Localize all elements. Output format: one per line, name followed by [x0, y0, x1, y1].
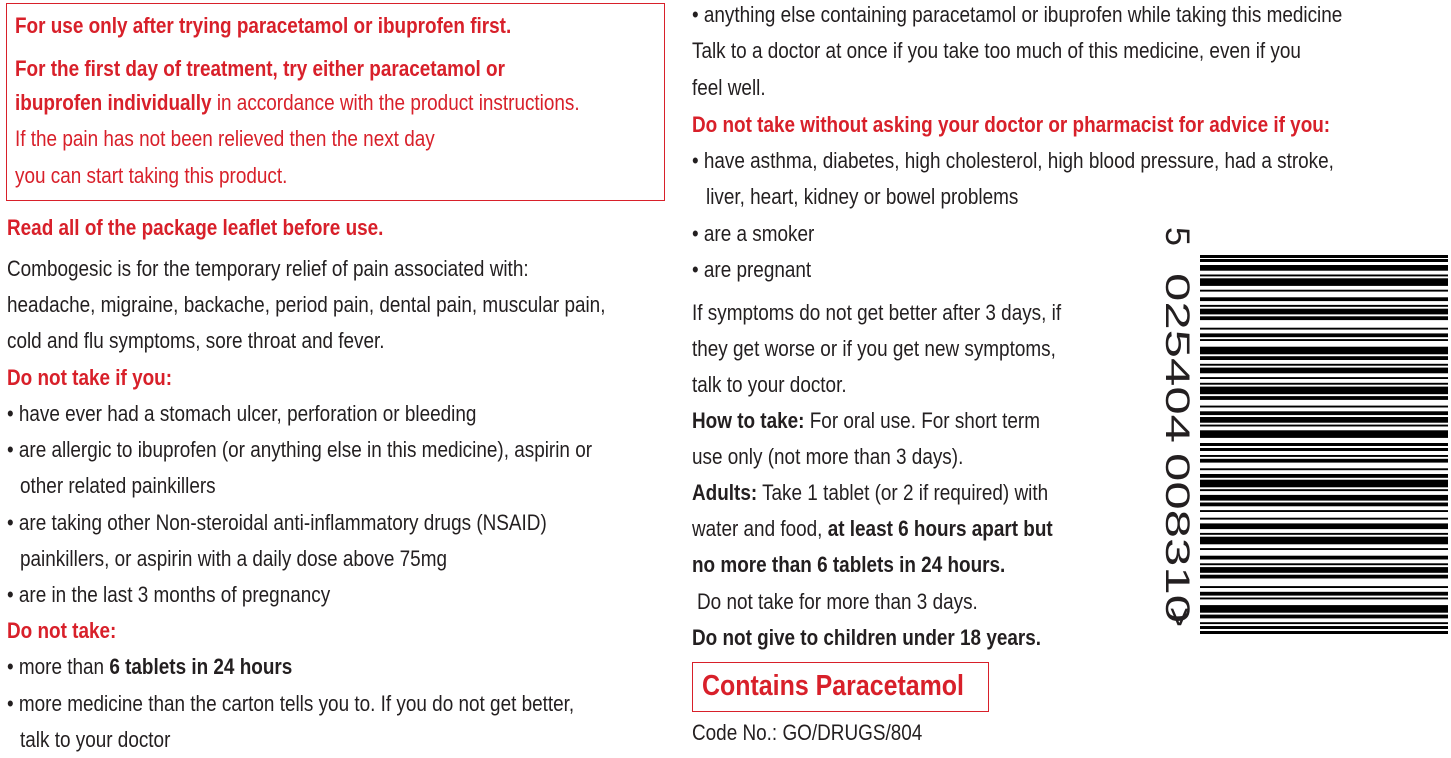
barcode-bar	[1200, 537, 1448, 545]
barcode-bar	[1200, 605, 1448, 613]
barcode-bar	[1200, 510, 1448, 512]
barcode-bar	[1200, 615, 1448, 619]
warning-line-3	[15, 85, 580, 121]
list-item: • are a smoker	[692, 221, 815, 246]
list-item-continuation: painkillers, or aspirin with a daily dose above 75mg	[20, 546, 447, 571]
barcode-end-mark: >	[1160, 607, 1198, 627]
barcode	[1150, 215, 1451, 635]
intro-line-1: Combogesic is for the temporary relief of pain associated with:	[7, 256, 529, 281]
symptoms-line-1: If symptoms do not get better after 3 days, if	[692, 300, 1062, 325]
barcode-guard-bar	[1200, 259, 1448, 262]
ask-doctor-heading: Do not take without asking your doctor or pharmacist for advice if you:	[692, 112, 1331, 137]
barcode-bar	[1200, 495, 1448, 501]
barcode-guard-bar	[1200, 631, 1448, 634]
code-number: Code No.: GO/DRUGS/804	[692, 720, 923, 745]
list-item: • have asthma, diabetes, high cholesterol, high blood pressure, had a stroke,	[692, 148, 1334, 173]
list-item: • have ever had a stomach ulcer, perforation or bleeding	[7, 401, 477, 426]
barcode-bar	[1200, 592, 1448, 596]
barcode-bar	[1200, 364, 1448, 366]
barcode-bar	[1200, 503, 1448, 507]
warning-line-4: If the pain has not been relieved then the next day	[15, 126, 435, 151]
barcode-bar	[1200, 265, 1448, 271]
barcode-guard-bar	[1200, 443, 1448, 446]
barcode-guard-bar	[1200, 255, 1448, 258]
warning-line-3-rest: in accordance with the product instructions.	[211, 90, 580, 115]
barcode-bar	[1200, 309, 1448, 315]
contains-paracetamol: Contains Paracetamol	[702, 670, 964, 702]
barcode-bar	[1200, 563, 1448, 565]
barcode-bar	[1200, 455, 1448, 457]
barcode-bar	[1200, 474, 1448, 478]
list-item: • are pregnant	[692, 257, 812, 282]
warning-line-2: For the first day of treatment, try either paracetamol or	[15, 56, 505, 81]
barcode-bar	[1200, 518, 1448, 520]
barcode-bar	[1200, 586, 1448, 588]
barcode-bar	[1200, 387, 1448, 395]
adults-bold: at least 6 hours apart but	[827, 516, 1053, 541]
barcode-bar	[1200, 333, 1448, 337]
adults-line-1	[692, 475, 1048, 511]
adults-text: Take 1 tablet (or 2 if required) with	[757, 480, 1049, 505]
list-item: • anything else containing paracetamol or ibuprofen while taking this medicine	[692, 2, 1343, 27]
intro-line-2: headache, migraine, backache, period pain, dental pain, muscular pain,	[7, 292, 606, 317]
adults-line-3: no more than 6 tablets in 24 hours.	[692, 552, 1006, 577]
overdose-line-2: feel well.	[692, 75, 766, 100]
barcode-bar	[1200, 468, 1448, 470]
barcode-bar	[1200, 305, 1448, 307]
barcode-bar	[1200, 622, 1448, 624]
list-item: • are allergic to ibuprofen (or anything else in this medicine), aspirin or	[7, 437, 593, 462]
barcode-bar	[1200, 356, 1448, 360]
barcode-bar	[1200, 328, 1448, 330]
list-item-continuation: talk to your doctor	[20, 727, 171, 752]
list-item: • are in the last 3 months of pregnancy	[7, 582, 331, 607]
barcode-bar	[1200, 598, 1448, 600]
barcode-bar	[1200, 556, 1448, 560]
warning-line-3-bold: ibuprofen individually	[15, 90, 212, 115]
barcode-bar	[1200, 396, 1448, 400]
adults-text: water and food,	[692, 516, 828, 541]
symptoms-line-3: talk to your doctor.	[692, 372, 847, 397]
barcode-bar	[1200, 297, 1448, 301]
do-not-take-heading: Do not take:	[7, 618, 117, 643]
barcode-bar	[1200, 411, 1448, 415]
how-to-take-text: For oral use. For short term	[804, 408, 1041, 433]
barcode-bar	[1200, 316, 1448, 320]
barcode-bar	[1200, 275, 1448, 277]
barcode-guard-bar	[1200, 626, 1448, 629]
list-item-continuation: liver, heart, kidney or bowel problems	[706, 184, 1019, 209]
adults-line-4: Do not take for more than 3 days.	[697, 589, 978, 614]
item-text: • more than	[7, 654, 110, 679]
list-item: • more medicine than the carton tells you to. If you do not get better,	[7, 691, 575, 716]
barcode-digits-group-1: 025404	[1158, 273, 1196, 387]
barcode-guard-bar	[1200, 448, 1448, 451]
barcode-bar	[1200, 339, 1448, 341]
barcode-bar	[1200, 425, 1448, 427]
symptoms-line-2: they get worse or if you get new symptoms,	[692, 336, 1056, 361]
barcode-graphic	[1150, 215, 1451, 635]
barcode-bar	[1200, 417, 1448, 423]
do-not-take-if-heading: Do not take if you:	[7, 365, 173, 390]
barcode-bar	[1200, 575, 1448, 579]
how-to-take-label: How to take:	[692, 408, 805, 433]
barcode-bar	[1200, 459, 1448, 463]
list-item	[7, 649, 292, 685]
barcode-bar	[1200, 377, 1448, 379]
barcode-digit-first: 5	[1158, 227, 1196, 246]
barcode-bar	[1200, 567, 1448, 573]
list-item: • are taking other Non-steroidal anti-inflammatory drugs (NSAID)	[7, 510, 547, 535]
barcode-bar	[1200, 278, 1448, 286]
item-bold: 6 tablets in 24 hours	[109, 654, 293, 679]
how-to-take-line-1	[692, 403, 1040, 439]
overdose-line-1: Talk to a doctor at once if you take too much of this medicine, even if you	[692, 38, 1301, 63]
barcode-bar	[1200, 383, 1448, 385]
warning-line-1: For use only after trying paracetamol or ibuprofen first.	[15, 13, 512, 38]
barcode-bar	[1200, 523, 1448, 529]
barcode-bar	[1200, 548, 1448, 550]
barcode-bar	[1200, 406, 1448, 408]
barcode-bar	[1200, 430, 1448, 438]
barcode-bar	[1200, 489, 1448, 491]
barcode-bar	[1200, 480, 1448, 488]
how-to-take-line-2: use only (not more than 3 days).	[692, 444, 964, 469]
barcode-digits-group-2: 008310	[1158, 453, 1196, 567]
barcode-bar	[1200, 368, 1448, 374]
adults-line-2	[692, 511, 1053, 547]
barcode-bar	[1200, 533, 1448, 535]
children-warning: Do not give to children under 18 years.	[692, 625, 1042, 650]
warning-line-5: you can start taking this product.	[15, 163, 288, 188]
adults-label: Adults:	[692, 480, 758, 505]
barcode-bar	[1200, 347, 1448, 355]
barcode-bar	[1200, 290, 1448, 292]
read-leaflet-heading: Read all of the package leaflet before use.	[7, 215, 384, 240]
list-item-continuation: other related painkillers	[20, 473, 216, 498]
intro-line-3: cold and flu symptoms, sore throat and fever.	[7, 328, 385, 353]
